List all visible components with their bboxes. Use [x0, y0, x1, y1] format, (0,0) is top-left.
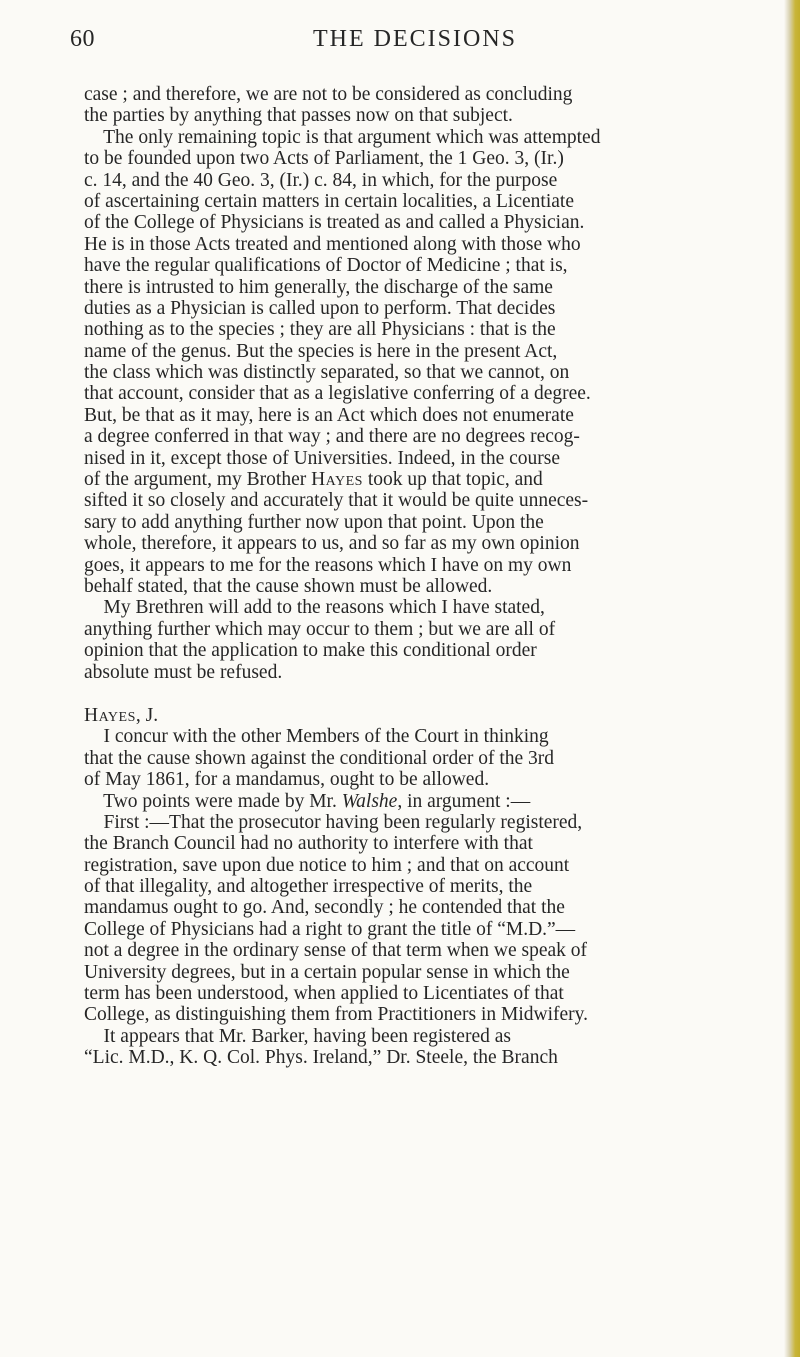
text-line: It appears that Mr. Barker, having been registered as	[84, 1025, 511, 1047]
text-run: , in argument :—	[397, 790, 531, 812]
text-line: c. 14, and the 40 Geo. 3, (Ir.) c. 84, in which, for the purpose	[84, 169, 558, 191]
text-line: But, be that as it may, here is an Act which does not enumerate	[84, 404, 574, 426]
text-line: of that illegality, and altogether irrespective of merits, the	[84, 876, 533, 898]
text-run: of the argument, my Brother	[84, 469, 312, 491]
text-line: term has been understood, when applied to Licentiates of that	[84, 983, 564, 1005]
opinion-opening-lines	[84, 726, 774, 790]
text-line	[84, 791, 774, 812]
text-line: The only remaining topic is that argument which was attempted	[84, 126, 601, 148]
judge-name: Hayes	[311, 469, 363, 491]
text-line: case ; and therefore, we are not to be considered as concluding	[84, 84, 573, 105]
text-run: took up that topic, and	[362, 469, 543, 491]
text-line: First :—That the prosecutor having been regularly registered,	[84, 811, 583, 833]
text-line: that the cause shown against the conditional order of the 3rd	[84, 747, 555, 769]
text-line: University degrees, but in a certain popular sense in which the	[84, 961, 570, 983]
text-line: duties as a Physician is called upon to perform. That decides	[84, 297, 556, 319]
text-line: sary to add anything further now upon that point. Upon the	[84, 511, 544, 533]
counsel-name: Walshe	[341, 790, 398, 812]
opinion-points-lines	[84, 812, 774, 1069]
text-line: behalf stated, that the cause shown must be allowed.	[84, 575, 493, 597]
text-line: there is intrusted to him generally, the discharge of the same	[84, 276, 553, 298]
text-line: the parties by anything that passes now on that subject.	[84, 105, 513, 127]
text-line: a degree conferred in that way ; and there are no degrees recog-	[84, 426, 580, 448]
text-line: sifted it so closely and accurately that it would be quite unneces-	[84, 490, 589, 512]
text-line: name of the genus. But the species is here in the present Act,	[84, 340, 558, 362]
page-title: THE DECISIONS	[313, 26, 517, 52]
section-gap	[84, 683, 774, 705]
text-line: nised in it, except those of Universities. Indeed, in the course	[84, 447, 560, 469]
text-line: anything further which may occur to them ; but we are all of	[84, 618, 556, 640]
text-line: goes, it appears to me for the reasons which I have on my own	[84, 554, 572, 576]
text-line: College of Physicians had a right to grant the title of “M.D.”—	[84, 918, 576, 940]
text-line: whole, therefore, it appears to us, and so far as my own opinion	[84, 533, 580, 555]
text-line: that account, consider that as a legislative conferring of a degree.	[84, 383, 591, 405]
page-edge	[784, 0, 800, 1357]
text-line: of the College of Physicians is treated as and called a Physician.	[84, 212, 585, 234]
text-line: My Brethren will add to the reasons which I have stated,	[84, 597, 545, 619]
text-line: not a degree in the ordinary sense of that term when we speak of	[84, 940, 588, 962]
text-line: have the regular qualifications of Doctor of Medicine ; that is,	[84, 255, 568, 277]
text-line: registration, save upon due notice to him ; and that on account	[84, 854, 570, 876]
text-line	[84, 469, 774, 490]
text-line: the Branch Council had no authority to interfere with that	[84, 833, 533, 855]
text-line: opinion that the application to make this conditional order	[84, 640, 537, 662]
text-line: I concur with the other Members of the Court in thinking	[84, 726, 549, 748]
judge-heading	[84, 705, 774, 726]
text-line: of ascertaining certain matters in certain localities, a Licentiate	[84, 190, 574, 212]
paragraph-lines-closing	[84, 490, 774, 683]
text-line: the class which was distinctly separated, so that we cannot, on	[84, 362, 570, 384]
text-line: mandamus ought to go. And, secondly ; he contended that the	[84, 897, 565, 919]
text-line: of May 1861, for a mandamus, ought to be allowed.	[84, 769, 490, 791]
judge-name: Hayes	[84, 704, 136, 726]
body-text	[84, 84, 774, 1069]
text-line: He is in those Acts treated and mentioned along with those who	[84, 233, 581, 255]
text-line: absolute must be refused.	[84, 661, 283, 683]
text-line: nothing as to the species ; they are all Physicians : that is the	[84, 319, 556, 341]
text-line: College, as distinguishing them from Practitioners in Midwifery.	[84, 1004, 589, 1026]
running-head	[70, 26, 760, 58]
paragraph-lines-opening	[84, 84, 774, 469]
text-line: “Lic. M.D., K. Q. Col. Phys. Ireland,” Dr. Steele, the Branch	[84, 1047, 558, 1069]
judge-suffix: , J.	[135, 704, 159, 726]
text-line: to be founded upon two Acts of Parliament, the 1 Geo. 3, (Ir.)	[84, 148, 564, 170]
text-run: Two points were made by Mr.	[84, 790, 342, 812]
page-number: 60	[70, 26, 95, 52]
